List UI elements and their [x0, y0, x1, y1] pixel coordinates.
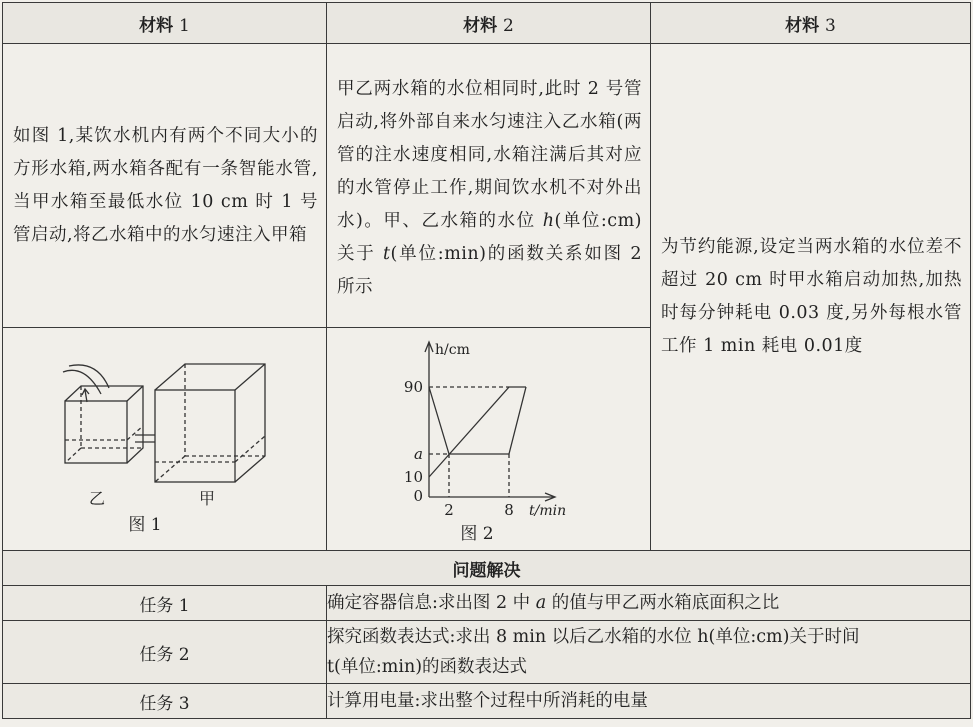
- figure-1-cell: [3, 328, 327, 551]
- y-axis-label: h/cm: [434, 341, 470, 358]
- figure-2-caption: 图 2: [459, 523, 494, 544]
- header-material-1: 材料 1: [3, 3, 327, 44]
- task-2-name: 任务 2: [3, 621, 327, 684]
- task-1-desc: 确定容器信息:求出图 2 中 a 的值与甲乙两水箱底面积之比: [327, 586, 971, 621]
- header-material-3: 材料 3: [651, 3, 971, 44]
- figure-2-cell: [327, 328, 651, 551]
- material-2-text-cell: [327, 44, 651, 328]
- material-1-text-cell: [3, 44, 327, 328]
- material-1-text: 如图 1,某饮水机内有两个不同大小的方形水箱,两水箱各配有一条智能水管,当甲水箱至最低水位 10 cm 时 1 号管启动,将乙水箱中的水匀速注入甲箱: [13, 125, 318, 245]
- task-3-name: 任务 3: [3, 684, 327, 719]
- label-tank-jia: 甲: [198, 489, 215, 508]
- task-2-line-2: t(单位:min)的函数表达式: [327, 657, 528, 677]
- tick-8: 8: [503, 500, 514, 519]
- figure-1-caption: 图 1: [127, 515, 162, 534]
- tick-0: 0: [412, 486, 423, 505]
- water-tank-diagram: [15, 344, 315, 534]
- materials-table: [2, 2, 971, 719]
- tick-2: 2: [443, 500, 454, 519]
- section-title: 问题解决: [3, 551, 971, 586]
- header-material-2: 材料 2: [327, 3, 651, 44]
- task-2-desc: [327, 621, 971, 684]
- material-3-text: 为节约能源,设定当两水箱的水位差不超过 20 cm 时甲水箱启动加热,加热时每分钟耗电 0.03 度,另外每根水管工作 1 min 耗电 0.01度: [661, 237, 962, 356]
- water-level-graph: [389, 332, 589, 547]
- task-1-name: 任务 1: [3, 586, 327, 621]
- task-3-desc: 计算用电量:求出整个过程中所消耗的电量: [327, 684, 971, 719]
- material-2-text: 甲乙两水箱的水位相同时,此时 2 号管启动,将外部自来水匀速注入乙水箱(两管的注水速度相同,水箱注满后其对应的水管停止工作,期间饮水机不对外出水)。甲、乙水箱的水位 h(单位:cm)关于 t(单位:min)的函数关系如图 2 所示: [337, 79, 643, 297]
- label-tank-yi: 乙: [88, 489, 105, 508]
- material-3-text-cell: [651, 44, 971, 551]
- tick-10: 10: [403, 467, 423, 486]
- x-axis-label: t/min: [528, 502, 566, 519]
- task-2-line-1: 探究函数表达式:求出 8 min 以后乙水箱的水位 h(单位:cm)关于时间: [327, 627, 860, 647]
- tick-90: 90: [403, 377, 423, 396]
- tick-a: a: [413, 444, 423, 463]
